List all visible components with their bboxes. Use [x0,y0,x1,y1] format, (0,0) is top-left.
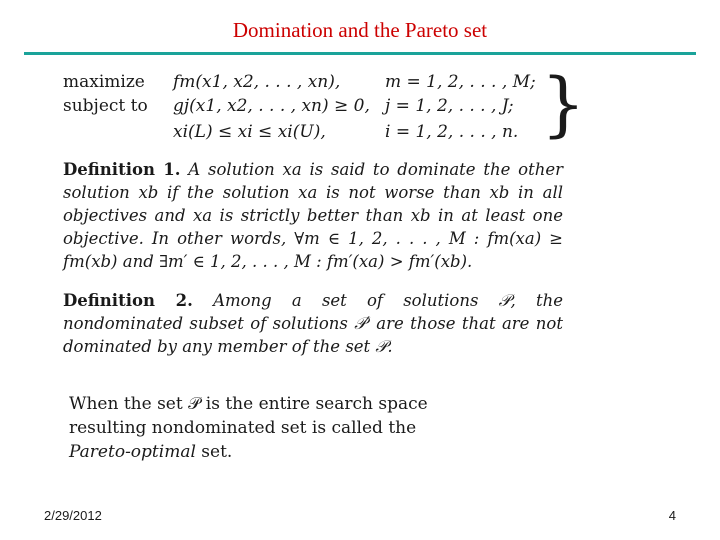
problem-range: j = 1, 2, . . . , J; [385,96,514,116]
problem-range: m = 1, 2, . . . , M; [385,72,536,92]
pareto-note-text: When the set 𝒫 is the entire search space resulting nondominated set is called the [69,394,428,438]
definition-2 [63,289,563,358]
right-brace: } [541,63,586,145]
footer-page-number: 4 [668,508,676,523]
problem-label: maximize [63,72,145,92]
footer-date: 2/29/2012 [44,508,102,523]
slide-content [63,63,586,464]
problem-expression: fm(x1, x2, . . . , xn), [173,72,341,92]
pareto-note-emphasis: Pareto-optimal [69,442,196,462]
pareto-note-tail: set. [201,442,233,462]
problem-expression: xi(L) ≤ xi ≤ xi(U), [173,122,326,142]
problem-label: subject to [63,96,148,116]
definition-1-heading: Definition 1. [63,160,181,179]
problem-expression: gj(x1, x2, . . . , xn) ≥ 0, [173,96,370,116]
problem-row-objective [63,72,563,94]
optimization-problem [63,63,586,154]
problem-row-bounds [63,122,563,144]
slide-title: Domination and the Pareto set [232,18,488,42]
problem-row-constraint [63,96,563,118]
definition-2-body: Among a set of solutions 𝒫, the nondominated subset of solutions 𝒫′ are those that are not dominated by any member of the set 𝒫. [63,291,563,356]
title-divider [24,52,696,55]
definition-1-body: A solution xa is said to dominate the other solution xb if the solution xa is not worse than xb in all objectives and xa is strictly better than xb in at least one objective. In other words, ∀m ∈ 1, 2, . . . , M : fm(xa) ≥ fm(xb) and ∃m′ ∈ 1, 2, . . . , M : fm′(xa) > fm′(xb). [63,160,564,271]
pareto-note [69,392,449,464]
definition-2-heading: Definition 2. [63,291,193,310]
problem-range: i = 1, 2, . . . , n. [385,122,519,142]
definition-1 [63,158,563,273]
